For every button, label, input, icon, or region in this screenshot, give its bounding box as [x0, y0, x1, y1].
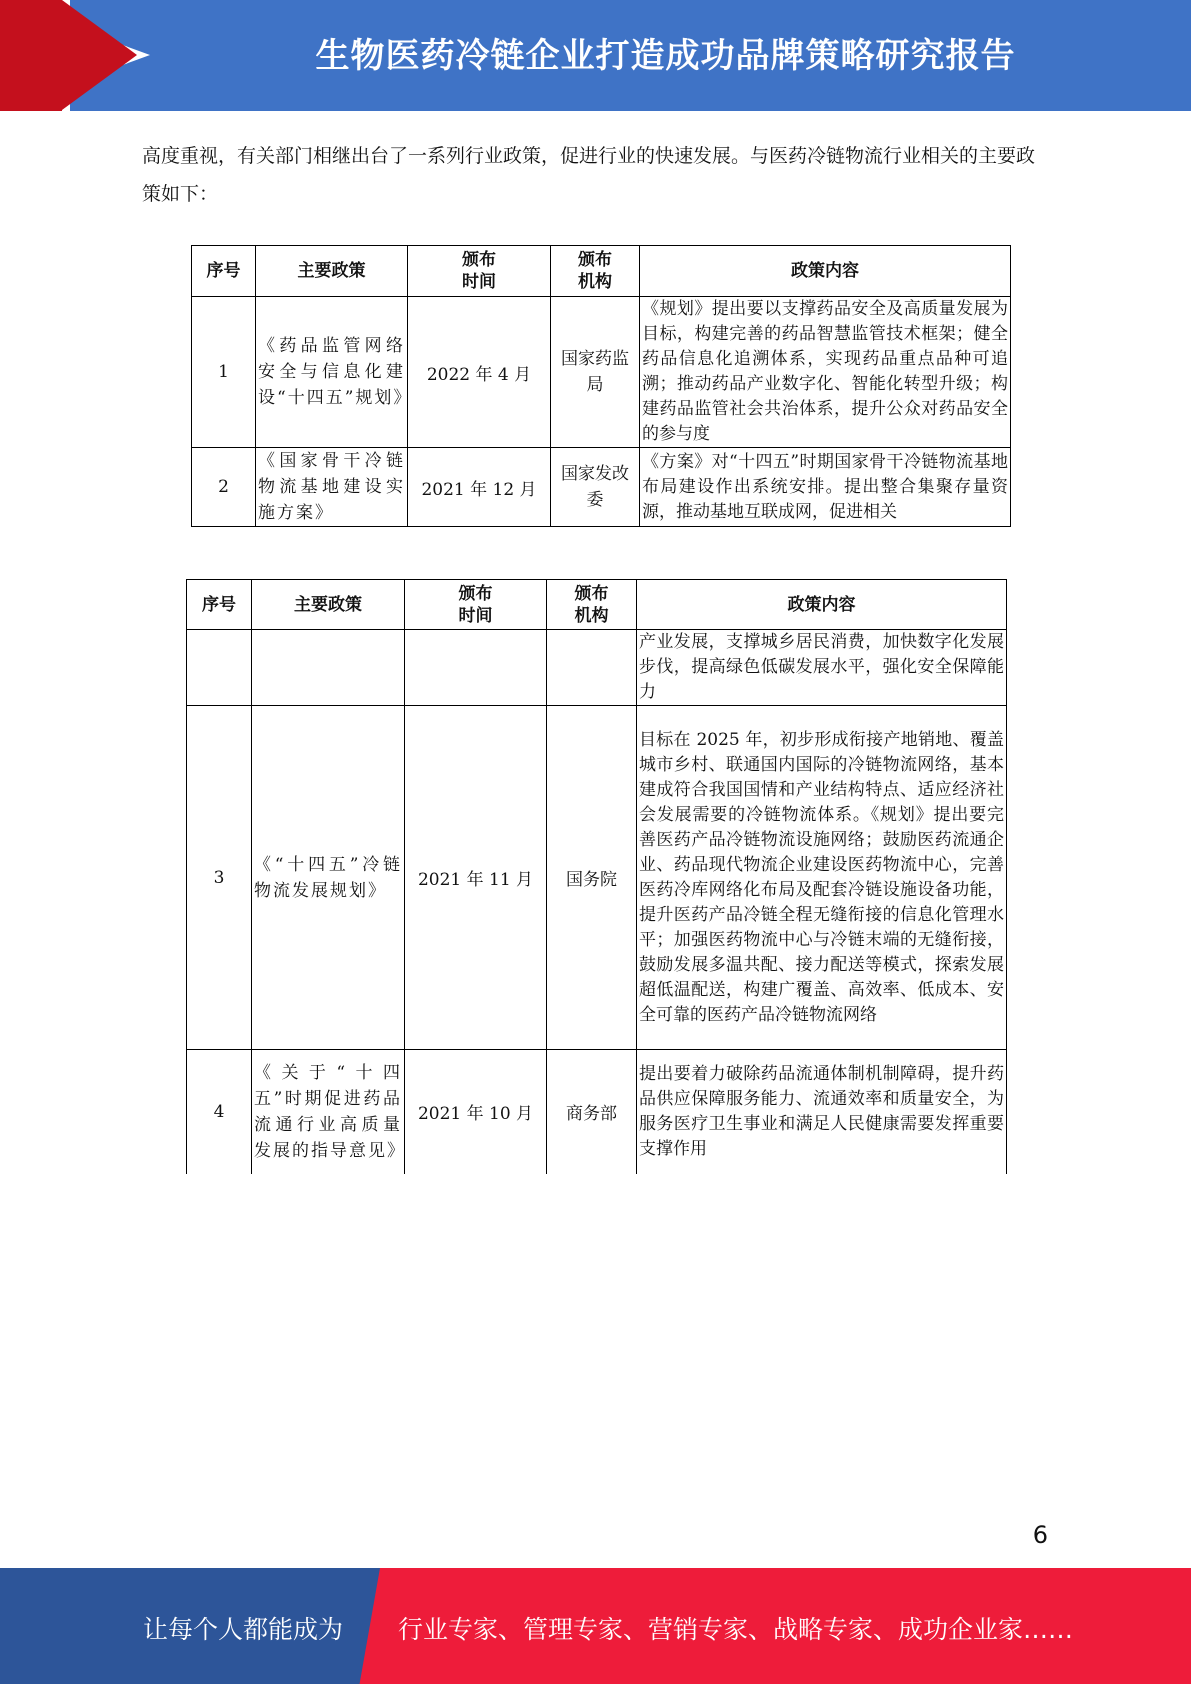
table-row	[187, 1050, 1007, 1174]
row-date: 2021 年 11 月	[405, 706, 547, 1050]
row-org	[547, 630, 637, 706]
footer-slogan-right: 行业专家、管理专家、营销专家、战略专家、成功企业家……	[398, 1615, 1074, 1644]
policy-table-2	[186, 579, 1007, 1174]
row-policy: 《关于“十四五”时期促进药品流通行业高质量发展的指导意见》	[252, 1050, 405, 1174]
row-date: 2022 年 4 月	[408, 297, 551, 448]
policy-table-1	[191, 245, 1011, 527]
row-policy: 《药品监管网络安全与信息化建设“十四五”规划》	[256, 297, 408, 448]
page-number: 6	[1032, 1521, 1048, 1549]
row-no: 2	[192, 448, 256, 527]
row-content: 目标在 2025 年，初步形成衔接产地销地、覆盖城市乡村、联通国内国际的冷链物流网络，基本建成符合我国国情和产业结构特点、适应经济社会发展需要的冷链物流体系。《规划》提出要完善医药产品冷链物流设施网络；鼓励医药流通企业、药品现代物流企业建设医药物流中心，完善医药冷库网络化布局及配套冷链设施设备功能，提升医药产品冷链全程无缝衔接的信息化管理水平；加强医药物流中心与冷链末端的无缝衔接，鼓励发展多温共配、接力配送等模式，探索发展超低温配送，构建广覆盖、高效率、低成本、安全可靠的医药产品冷链物流网络	[637, 706, 1007, 1050]
table-row	[192, 448, 1011, 527]
row-content: 提出要着力破除药品流通体制机制障碍，提升药品供应保障服务能力、流通效率和质量安全，为服务医疗卫生事业和满足人民健康需要发挥重要支撑作用	[637, 1050, 1007, 1174]
row-org: 国家发改委	[551, 448, 640, 527]
row-org: 国家药监局	[551, 297, 640, 448]
header-arrow-red	[62, 0, 137, 110]
header-policy: 主要政策	[256, 246, 408, 297]
header-org: 颁布 机构	[547, 580, 637, 630]
footer-slogan-left: 让每个人都能成为	[143, 1615, 344, 1644]
header-date: 颁布 时间	[408, 246, 551, 297]
table-header-row	[192, 246, 1011, 297]
row-policy: 《国家骨干冷链物流基地建设实施方案》	[256, 448, 408, 527]
row-no	[187, 630, 252, 706]
row-content: 产业发展，支撑城乡居民消费，加快数字化发展步伐，提高绿色低碳发展水平，强化安全保障能力	[637, 630, 1007, 706]
row-no: 4	[187, 1050, 252, 1174]
table-header-row	[187, 580, 1007, 630]
row-date	[405, 630, 547, 706]
intro-paragraph: 高度重视，有关部门相继出台了一系列行业政策，促进行业的快速发展。与医药冷链物流行业相关的主要政策如下：	[142, 145, 1036, 205]
row-no: 3	[187, 706, 252, 1050]
page-footer	[0, 1568, 1191, 1684]
page-header	[0, 0, 1191, 111]
header-policy: 主要政策	[252, 580, 405, 630]
header-content: 政策内容	[637, 580, 1007, 630]
table-row	[187, 706, 1007, 1050]
report-title: 生物医药冷链企业打造成功品牌策略研究报告	[315, 36, 1016, 76]
row-content: 《规划》提出要以支撑药品安全及高质量发展为目标，构建完善的药品智慧监管技术框架；健全药品信息化追溯体系，实现药品重点品种可追溯；推动药品产业数字化、智能化转型升级；构建药品监管社会共治体系，提升公众对药品安全的参与度	[640, 297, 1011, 448]
row-content: 《方案》对“十四五”时期国家骨干冷链物流基地布局建设作出系统安排。提出整合集聚存量资源，推动基地互联成网，促进相关	[640, 448, 1011, 527]
header-org: 颁布 机构	[551, 246, 640, 297]
table-row	[192, 297, 1011, 448]
row-policy: 《“十四五”冷链物流发展规划》	[252, 706, 405, 1050]
row-date: 2021 年 12 月	[408, 448, 551, 527]
row-date: 2021 年 10 月	[405, 1050, 547, 1174]
header-date: 颁布 时间	[405, 580, 547, 630]
header-no: 序号	[187, 580, 252, 630]
header-block-red	[0, 0, 62, 111]
row-no: 1	[192, 297, 256, 448]
header-no: 序号	[192, 246, 256, 297]
row-org: 国务院	[547, 706, 637, 1050]
row-org: 商务部	[547, 1050, 637, 1174]
header-content: 政策内容	[640, 246, 1011, 297]
row-policy	[252, 630, 405, 706]
table-row	[187, 630, 1007, 706]
